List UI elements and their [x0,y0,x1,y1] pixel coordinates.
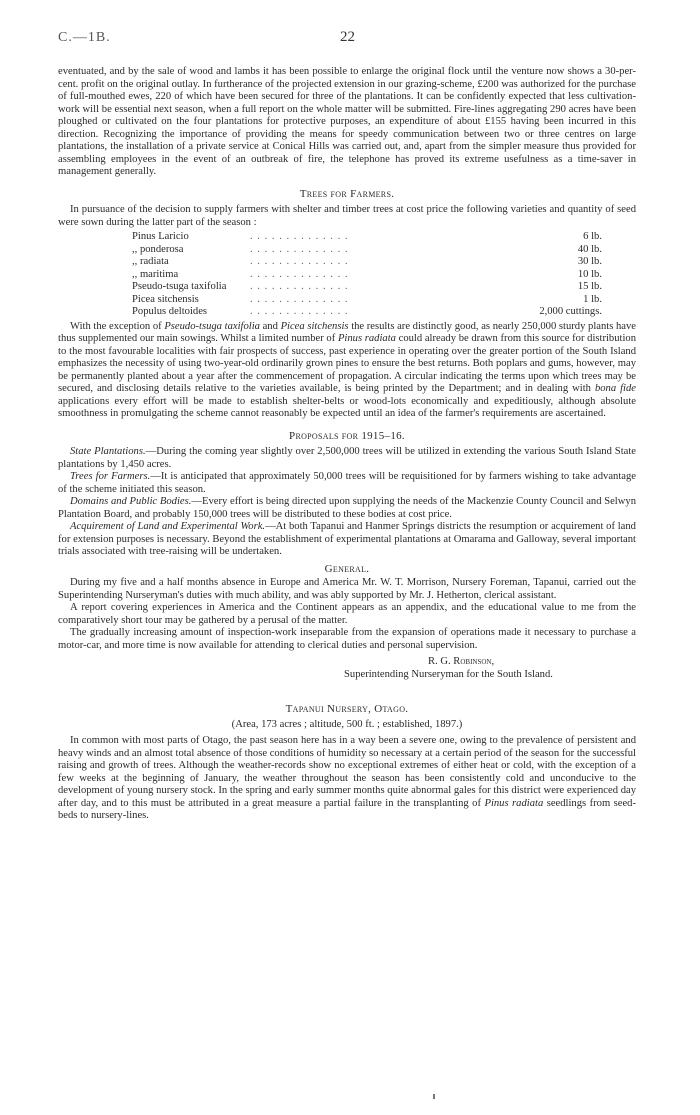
text-run: —At both Tapanui and Hanmer Springs districts the resumption or acquirement of land for extension purposes is necessary. Beyond the establishment of experimental plantations at Omarama and Galloway, several important trials associated with tree-raising will be undertaken. [58,521,636,557]
proposal-domains [58,496,636,521]
seed-name: Pinus Laricio [132,231,189,242]
trees-lead-paragraph: In pursuance of the decision to supply farmers with shelter and timber trees at cost price the following varieties and quantity of seed were sown during the latter part of the season : [58,204,636,228]
general-paragraph-3: The gradually increasing amount of inspection-work inseparable from the expansion of operations made it necessary to purchase a motor-car, and more time is now available for attending to clerical duties and personal supervision. [58,627,636,651]
signature-title: Superintending Nurseryman for the South Island. [344,668,553,680]
nursery-section-title: Tapanui Nursery, Otago. [285,703,409,715]
intro-paragraph: eventuated, and by the sale of wood and lambs it has been possible to enlarge the original flock until the venture now shows a 30-per-cent. profit on the original outlay. In furtherance of the projected extension in our grazing-scheme, £200 was authorized for the purchase of full-mouthed ewes, 220 of which have been secured for three of the plantations. It can be confidently expected that less cultivation-work will be essential next season, when a full report on the whole matter will be submitted. Fire-lines aggregating 290 acres have been ploughed or cultivated on the four plantations for protective purposes, an expenditure of about £155 having been incurred in this direction. Recognizing the importance of providing the means for speedy communication between two or three centres on large plantations, the installation of a private service at Conical Hills was carried out, and, apart from the simpler measure thus provided for assembling employees in the event of an outbreak of fire, the telephone has proved its extreme usefulness as a time-saver in management generally. [58,66,636,177]
seed-name: Picea sitchensis [132,293,199,305]
seed-quantity: 6 lb. [583,231,602,242]
page-mark [433,1094,435,1099]
species-name: Pseudo-tsuga taxifolia [164,320,260,332]
leader-dots: . . . . . . . . . . . . . . [250,256,349,267]
text-run: could already be drawn from this source for distribution to the most favourable localities with fair prospects of success, past experience in operating over the greater portion of the South Island emphasizes the necessity of using two-year-old ordinarily grown pines to ensure the best returns. Both poplars and gums, however, may be permanently planted about a year after the commencement of propagation. A circular indicating the terms upon which trees may be secured, and disclosing details relative to the varieties available, is being printed by the Department; and in dealing with [58,333,636,394]
leader-dots: . . . . . . . . . . . . . . [250,306,349,317]
signature-name: R. G. Robinson, [428,656,495,667]
seed-quantity: 30 lb. [577,256,602,267]
seed-quantity-table [132,231,602,319]
text-run: —Every effort is being directed upon supplying the needs of the Mackenzie County Council and Selwyn Plantation Board, and probably 150,000 trees will be distributed to these bodies at cost price. [58,496,636,520]
proposal-label: State Plantations. [70,446,146,457]
text-run: seedlings from seed-beds to nursery-lines. [58,797,636,821]
seed-name: ,, maritima [132,268,179,280]
leader-dots: . . . . . . . . . . . . . . [250,293,349,305]
seed-row [132,256,602,269]
species-name: Pinus radiata [337,333,396,344]
trees-results-paragraph [58,321,636,421]
seed-quantity: 15 lb. [577,281,602,292]
leader-dots: . . . . . . . . . . . . . . [250,268,349,280]
seed-row [132,294,602,307]
section-heading-general: General. [324,562,370,575]
section-heading-proposals: Proposals for 1915–16. [289,429,405,442]
seed-quantity: 40 lb. [577,243,602,255]
general-paragraph-1: During my five and a half months absence in Europe and America Mr. W. T. Morrison, Nursery Foreman, Tapanui, carried out the Superintending Nurseryman's duties with much ability, and was ably supported by Mr. J. Hetherton, clerical assistant. [58,577,636,601]
seed-name: ,, radiata [132,256,169,267]
seed-name: Pseudo-tsuga taxifolia [132,281,227,292]
leader-dots: . . . . . . . . . . . . . . [250,281,349,292]
proposal-acquirement [58,521,636,559]
seed-quantity: 10 lb. [577,268,602,280]
proposal-label: Trees for Farmers. [70,471,151,482]
report-code: C.—1B. [58,30,111,45]
italic-phrase: bona fide [594,383,636,394]
general-paragraph-2: A report covering experiences in America and the Continent appears as an appendix, and the educational value to me from the comparatively short tour may be gathered by a perusal of the matter. [58,602,636,626]
section-heading-trees-for-farmers: Trees for Farmers. [299,187,395,200]
species-name: Pinus radiata [484,797,544,809]
text-run: In common with most parts of Otago, the past season here has in a way been a severe one, owing to the prevalence of persistent and heavy winds and an almost total absence of those conditions of humidity so necessary at a certain period of the season for the successful raising and growth of trees. Although the weather-records show no exceptional extremes of either heat or cold, with the exception of a few weeks at the beginning of January, the weather throughout the season has been consistently cold and unconducive to the development of young nursery stock. In the spring and early summer months quite abnormal gales for this district were experienced day after day, and to this must be attributed in a great measure a partial failure in the transplanting of [58,735,636,809]
proposal-label: Acquirement of Land and Experimental Work. [70,521,266,532]
proposal-trees-for-farmers [58,471,636,496]
seed-row [132,244,602,257]
page-body [58,66,636,823]
species-name: Picea sitchensis [280,320,349,332]
text-run: —It is anticipated that approximately 50,000 trees will be requisitioned for by farmers wishing to take advantage of the scheme initiated this season. [58,471,636,495]
seed-row [132,231,602,244]
signature-block [58,656,636,681]
seed-row [132,281,602,294]
text-run: applications every effort will be made to establish shelter-belts or wood-lots economically and expeditiously, although absolute smoothness in promulgating the scheme cannot reasonably be expected until an idea of the farmer's requirements are ascertained. [58,395,636,419]
text-run: With the exception of [70,320,162,332]
nursery-section-subtitle: (Area, 173 acres ; altitude, 500 ft. ; established, 1897.) [231,718,463,730]
text-run: and [262,320,278,332]
seed-quantity: 1 lb. [583,293,602,305]
seed-quantity: 2,000 cuttings. [539,306,602,317]
seed-row [132,306,602,319]
seed-name: Populus deltoides [132,306,208,317]
leader-dots: . . . . . . . . . . . . . . [250,243,349,255]
leader-dots: . . . . . . . . . . . . . . [250,231,349,242]
tapanui-paragraph [58,735,636,823]
text-run: the results are distinctly good, as nearly 250,000 sturdy plants have thus supplemented our main sowings. Whilst a limited number of [58,320,636,344]
proposal-label: Domains and Public Bodies. [70,496,192,507]
seed-row [132,269,602,282]
seed-name: ,, ponderosa [132,243,184,255]
proposal-state-plantations [58,446,636,471]
page-number: 22 [340,29,355,45]
text-run: —During the coming year slightly over 2,500,000 trees will be utilized in extending the various South Island State plantations by 1,450 acres. [58,446,636,470]
